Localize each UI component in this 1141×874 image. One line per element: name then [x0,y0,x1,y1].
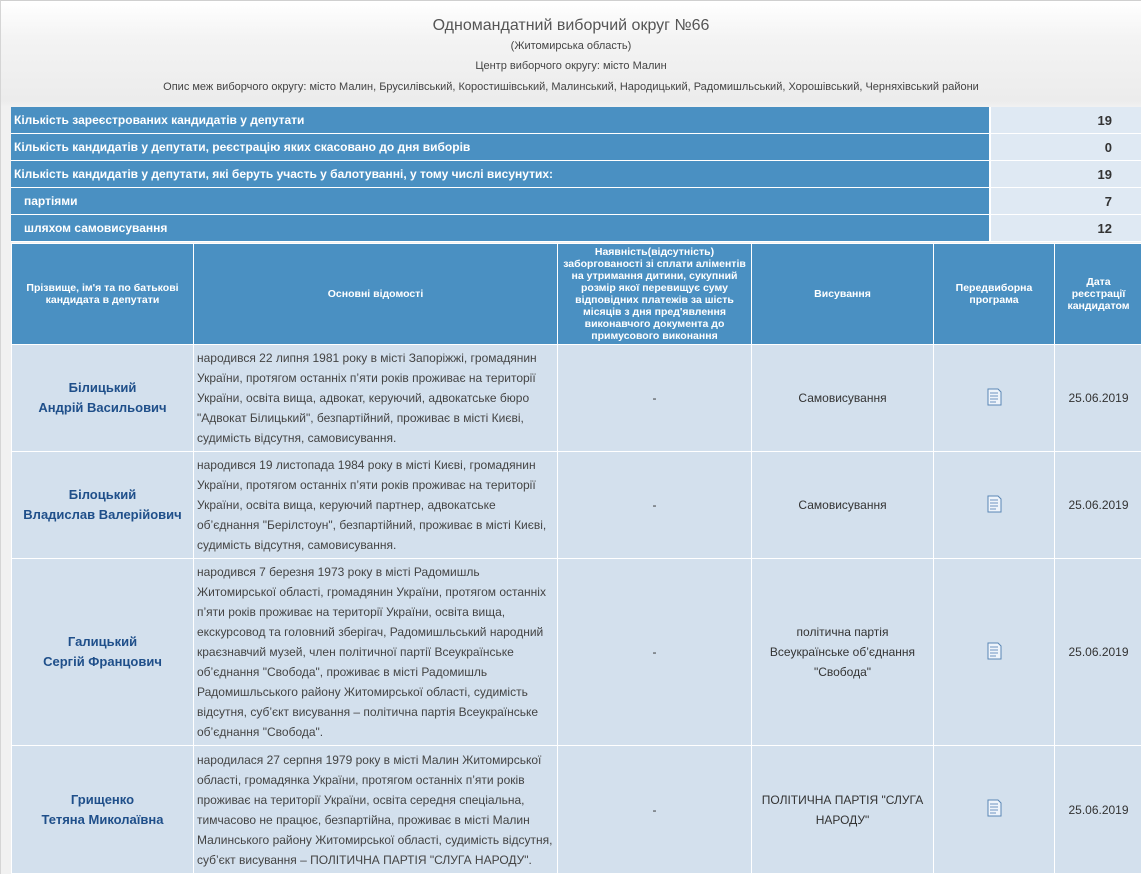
candidate-date: 25.06.2019 [1055,559,1141,746]
document-icon[interactable] [986,388,1002,406]
candidate-name[interactable] [12,452,194,559]
candidate-debt: - [558,559,752,746]
stats-value: 19 [990,107,1141,134]
stats-label: Кількість кандидатів у депутати, які беруть участь у балотуванні, у тому числі висунутих: [11,161,990,188]
candidate-nomination: політична партія Всеукраїнське об’єднання "Свобода" [752,559,934,746]
column-header-debt: Наявність(відсутність) заборгованості зі сплати аліментів на утримання дитини, сукупний розмір якої перевищує суму відповідних платежів за шість місяців з дня пред'явлення виконавчого документа до примусового виконання [558,244,752,345]
district-title: Одномандатний виборчий округ №66 [432,17,710,34]
table-row [12,746,1141,874]
candidates-table [11,243,1141,874]
table-header-row [12,244,1141,345]
candidate-surname: Грищенко [70,791,135,807]
candidate-date: 25.06.2019 [1055,452,1141,559]
stats-row [11,107,1141,134]
district-header [1,1,1141,93]
column-header-nomination: Висування [752,244,934,345]
stats-label: Кількість зареєстрованих кандидатів у депутати [11,107,990,134]
stats-value: 12 [990,215,1141,242]
district-region: (Житомирська область) [510,40,632,52]
table-row [12,345,1141,452]
candidate-surname: Білоцький [68,487,137,502]
candidate-info: народився 7 березня 1973 року в місті Радомишль Житомирської області, громадянин України, протягом останніх п’яти років проживає на території України, освіта вища, екскурсовод та головний зберігач, Радомишльський народний краєзнавчий музей, член політичної партії Всеукраїнське об’єднання "Свобода", проживає в місті Радомишль Радомишльського району Житомирської області, судимість відсутня, суб’єкт висування – політична партія Всеукраїнське об’єднання "Свобода". [194,559,558,746]
stats-label: партіями [11,188,990,215]
candidate-name[interactable] [12,345,194,452]
candidate-name[interactable] [12,746,194,874]
stats-value: 0 [990,134,1141,161]
stats-label: Кількість кандидатів у депутати, реєстрацію яких скасовано до дня виборів [11,134,990,161]
candidate-given-name: Сергій Францович [43,654,162,669]
document-icon[interactable] [986,642,1002,660]
column-header-name: Прізвище, ім'я та по батькові кандидата в депутати [12,244,194,345]
program-cell [934,345,1055,452]
program-cell [934,746,1055,874]
candidate-info: народився 19 листопада 1984 року в місті Києві, громадянин України, протягом останніх п’яти років проживає на території України, освіта вища, керуючий партнер, адвокатське об’єднання "Берілстоун", безпартійний, проживає в місті Києві, судимість відсутня, самовисування. [194,452,558,559]
stats-row [11,215,1141,242]
column-header-info: Основні відомості [194,244,558,345]
stats-row [11,188,1141,215]
program-cell [934,452,1055,559]
column-header-program: Передвиборна програма [934,244,1055,345]
candidate-surname: Білицький [68,380,137,395]
stats-value: 7 [990,188,1141,215]
candidate-info: народився 22 липня 1981 року в місті Запоріжжі, громадянин України, протягом останніх п’яти років проживає на території України, освіта вища, адвокат, керуючий, адвокатське бюро "Адвокат Білицький", безпартійний, проживає в місті Києві, судимість відсутня, самовисування. [194,345,558,452]
document-icon[interactable] [986,495,1002,513]
district-center: Центр виборчого округу: місто Малин [475,60,667,72]
candidate-given-name: Владислав Валерійович [23,507,182,522]
stats-table [11,107,1141,242]
candidate-surname: Галицький [67,634,138,649]
candidate-nomination: ПОЛІТИЧНА ПАРТІЯ "СЛУГА НАРОДУ" [752,746,934,874]
program-cell [934,559,1055,746]
column-header-date: Дата реєстрації кандидатом [1055,244,1141,345]
district-boundary: Опис меж виборчого округу: місто Малин, Брусилівський, Коростишівський, Малинський, Народицький, Радомишльський, Хорошівський, Черняхівський райони [163,81,979,93]
stats-value: 19 [990,161,1141,188]
stats-row [11,161,1141,188]
candidate-debt: - [558,452,752,559]
candidate-given-name: Тетяна Миколаївна [41,811,164,827]
candidate-debt: - [558,345,752,452]
table-row [12,452,1141,559]
candidate-date: 25.06.2019 [1055,345,1141,452]
candidate-debt: - [558,746,752,874]
candidate-info: народилася 27 серпня 1979 року в місті Малин Житомирської області, громадянка України, протягом останніх п’яти років проживає на території України, освіта середня спеціальна, тимчасово не працює, безпартійна, проживає в місті Малин Малинського району Житомирської області, судимість відсутня, суб’єкт висування – ПОЛІТИЧНА ПАРТІЯ "СЛУГА НАРОДУ". [194,746,558,874]
candidate-nomination: Самовисування [752,452,934,559]
stats-row [11,134,1141,161]
table-row [12,559,1141,746]
document-icon[interactable] [986,799,1002,817]
candidate-nomination: Самовисування [752,345,934,452]
candidate-date: 25.06.2019 [1055,746,1141,874]
stats-label: шляхом самовисування [11,215,990,242]
candidate-name[interactable] [12,559,194,746]
candidate-given-name: Андрій Васильович [38,400,167,415]
